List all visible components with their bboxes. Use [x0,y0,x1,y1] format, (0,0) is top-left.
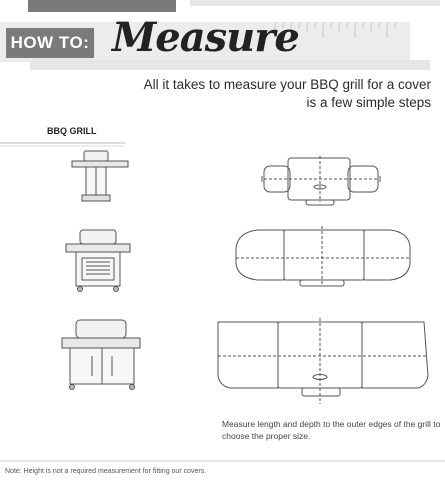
grill-small-icon [72,151,128,201]
page-title: Measure [112,14,299,61]
intro-text: All it takes to measure your BBQ grill for a cover is a few simple steps [143,77,431,110]
banner-underbar [30,60,430,70]
top-bar-dark [28,0,176,12]
top-view-small-icon [262,156,380,205]
column-heading: BBQ GRILL [47,126,97,136]
top-view-large-icon [218,318,428,404]
grill-medium-icon [66,230,130,292]
howto-label: HOW TO: [6,28,94,58]
top-bar-light [190,0,440,6]
grill-large-icon [62,320,140,390]
measure-caption: Measure length and depth to the outer edges of the grill to choose the proper size. [222,419,441,441]
top-view-medium-icon [236,226,410,286]
footnote: Note: Height is not a required measurement for fitting our covers. [5,468,207,475]
